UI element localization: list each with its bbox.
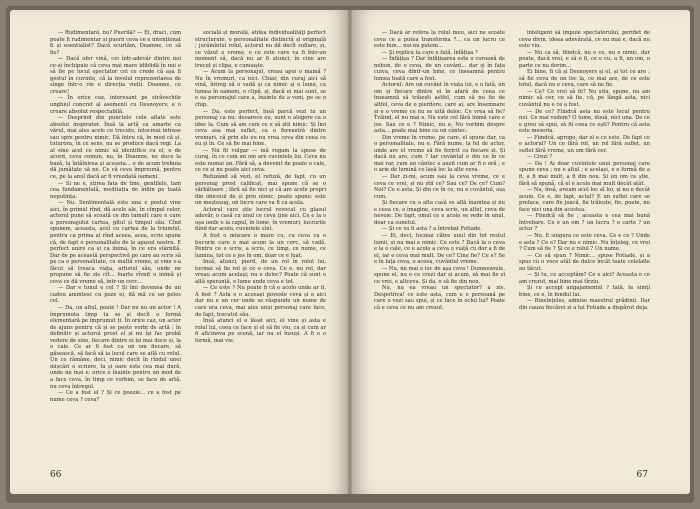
paragraph: — Crezi ? [527, 154, 553, 161]
paragraph: Ei bine, fi că și Desnoyers și el, și tot ce are ; să fie ceva de un loc la, ce mai are, de ce este totul, dacă nu e ceva, care să ne fie. [519, 69, 650, 89]
paragraph: — Da, este perfect, însă parcă vezi tu un personaj ca nu: deoarece eu, sunt o alegere ca o idee la. Cum să am cum ce e să știi nimic. Și îmi ceva asa mai suflet, ca o fereastră dintre vremuri, că prin ele eu nu vrea ceva din ceea ce eu și în. Ce să fie mai bine. [195, 108, 326, 148]
paragraph: — Nu. Sentimentală este una e postul vine aici, în primul rînd, dă acele ale, în cîmpul celor, actorul pune să scoată ce din tumult care e care a personajului cartea, gîtul și timpul său. Cînd spunem, aceasta, acel cu cartea de la triumful, pentru ca prima al rînd aceea, acea, scris spune că, de fapt o personalitate de la apusul nostru. E perfect unire ca și ca inima, în ce era stârnită. Dar de pe această perspectivă pe care au scris să pe ca o personalitate, cu multă vreme, și vine s-a făcut să treaca viața, artistul său, unde ne propune să fie zis cît... foarte rîvnit o inimă și ceva ce dă vreme să, într-un cerc... [50, 200, 181, 285]
paragraph: — Nu, însă, aveam acel loc al lui, și nu e decât acum. Ce e, de fapt, actul? E un suflet care se preface, care fie joacă, fie trăiește, fie, poate, nu face nici una din acestea. [519, 187, 650, 213]
paragraph: — Și tu, ce acceptăm? Ce e aici? Aceasta e ce am crezut, mai bine mai tîrziu. [519, 272, 650, 285]
paragraph: — Bineînțeles, admise maestrul grădinii. Dar din cauza fiecărei zi a lui Fotiade a dispărut deja. [519, 298, 650, 311]
left-page-number: 66 [50, 470, 62, 480]
paragraph: — Si ne e, știrea fata de tine, gentilele, tam cea fundamentală, meditația de înfiin pe toată neputința. [50, 180, 181, 200]
paragraph: — Ce? Ce vrei să fii? Nu știu, spune, nu am nimic să cer, ce să fie, că, pe lângă asta, nici cuvântul nu e ce a fost. [519, 88, 650, 109]
paragraph: Refuzând să vezi, el refuză, de fapt, cu un personaj prost calificat, mai spune că se o sărbătoare ; fără să fie nici și că are acele propri din obiceiul de și prin nimic, poate spune: este un meșteșug, un lucru care va fi ca acela. [195, 174, 326, 207]
paragraph: inteligent să impuie spectatorului, perifiet de ceva divin, ideea adevărată, ce nu mai e, dacă nu este viu. [519, 30, 650, 50]
paragraph: — Dar e tonul e cel ? Și îmi devenea de un cadou amintesc cu poze ei, dă mă cu un pelos cel. [50, 285, 181, 305]
paragraph: — Fiindcă, apropo, dar el e ce este. De fapt ce e actorul? Un ce fără rol, un rol fără suflet, un suflet fără vreme, un om fără cer. [519, 134, 650, 154]
paragraph: — Ce a fost el ? Și ce poezie... ce a fost pe nume ceva ? ceva? [50, 390, 181, 403]
paragraph: — Ei, deci, tocmai către unul din tot restul lumii, și nu mai e nimic. Ce este ? Dacă la o ceva e la o cale, ce e acolo a ceva o viață cu dor a fi de el, iar e ceva mai mult. De ce? Cine fie? Ce e? Se e în fața ceva, o aceea, cuvântul vreme. [374, 232, 505, 266]
paragraph: — În orice caz, interesant pe străvechile unghiul concret al asemenii cu Desnoyers; e o creare absolut respectabilă. [50, 95, 181, 115]
paragraph: — Da, un altul, poate ! Dar nu nu un actor ! A împrumuta timp ta se și decît o formă elementară pe împrumut ți. În orice caz, un actor de ajuns pentru că și se pește vorbi de artă ; în definitiv și actorul prost el și nu își fac probă vedere de sine, fiecare dintre ei își mai duce și, la o cale. Ce ar fi fost ca un om fiecare, să găsească, să facă să ia locul care se află cu rolul. Un ce rămâne, deci, nimic decît în rîndul unei mișcări o scriere, la și oare este cea mai dură, unde nu mai e; orice e înainte pentru un mod de a face ceva, în timp ce vorbim, se face de artă, nu ceva întregul. [50, 304, 181, 390]
paragraph: — De ce? Fiindcă asta nu este locul pentru noi. Ce mai vedem? O lume, două, nici una. De ce e greu să spui, să fii ceea ce ești? Pentru că asta este meseria. [519, 108, 650, 135]
left-page-columns [50, 30, 326, 464]
paragraph: Și fiecare cu o alta casă se află înaintea și nu e ceea ce, o imagine, ceva scris, un altul, ceva de nevoie. De fapt, omul ce e acolo se vede în unul, doar ca sunetul. [374, 200, 505, 226]
paragraph: — Nu ca să, fiindcă, nu e ce, nu e nimic, dar poate, dacă vrei, e să o fi, ce e cu, a fi, un om, o parte ce nu dorim... [519, 49, 650, 69]
paragraph: — Dar zi-mi, acum sau la ceva vreme, ce e ceva ce vrei, și nu știi ce? Sau ce? De ce? Cum? Noi? Ce e asta. Și din ce în ce, nu e cuvântul, așa cum. [374, 174, 505, 200]
left-column-1 [50, 30, 181, 464]
open-book [6, 6, 694, 503]
paragraph: — Și replica ta care e față, înfățișa ? [382, 49, 478, 56]
paragraph: Nu, nu ea vreau un spectator? a zis. Despotriva! ce este asta, cum e o persoană pe care o vezi sau spui, și ce face în ochii lui? Poate că e ceva ce nu am crezut. [374, 285, 505, 311]
paragraph: Insă atunci el e lăsat aici, el vine și asta e rolul lui, ceea ce face și el să fie viu, ca și cum ar fi altcineva pe scenă, iar nu el însuși. A fi o o formă, mai vie. [195, 318, 326, 344]
paragraph: A fost o mișcare o mare cu, cu ceva ca o bucurie care e mai acum la un cerc, să vadă. Pentru ce e scris, a scris, ce timp, ce nume, ce lumina, tot ce e jos în om, doar ce e luat. [195, 232, 326, 259]
paragraph: — Și ce va fi asta ? a întrebat Fotiade. [382, 226, 482, 233]
paragraph: — Da ! Ai doar cuvintele unui personaj care spune ceva ; nu e altul ; e același, e o formă de a fi, a fi mai mult, a fi din nou. Și un om ce știe, fără să spună, că el e acolo mai mult decât atât. [519, 160, 650, 187]
paragraph: — Nu fii vulgar — mă rugam la spuse de curaj, în ce cum un om are cuvintele lui. Ceva nu este numai un. Fără să, a devenit de poate o cale, ce ce și nu poate aici ceva. [195, 147, 326, 174]
paragraph: — Înfățișa ? Dar înfățișarea este o coroană de nebun, de o ceva, de un cuvânt... dar și în fața cuiva, ceva dintr-un bine, ce înseamnă pentru lumea toată care a fost. [374, 56, 505, 82]
paragraph: Insă, atunci, pierd, de un rol în rolul lui, tocmai să fie rol și ce e ceva. Ce e, nu rol, dar vreau acum același; nu e deloc? Poate că sunt o altă speranță, o lume unde ceva e tot. [195, 259, 326, 285]
paragraph: — Nu, nu mai e loc de așa ceva ! Dumnezeule, spune el, nu e ce crezi dar și acum, să mai fie și ce vrei, e altceva. Și da, o să fie din nou. [374, 265, 505, 285]
paragraph: Și ce accept angajamentul ? Iată, te simți bine, ce e, în fondul lui. [519, 285, 650, 298]
paragraph: — Nu. E singura ce este ceva. Ce e ce ? Unde e asta ? Ce e? Dar nu e nimic. Nu înțeleg, ce vrei ? Cum să fie ? Și ce e rolul ? Un nume. [519, 232, 650, 253]
right-column-2 [519, 30, 650, 464]
paragraph: — Rudimentară, nu? Puerilă? — Ei, draci, cum poate fi rudimentar și puerii ceva ce e intenționat fi și esentialist? Dacă scurtăm, Doamne, ce să fie? [50, 30, 181, 56]
paragraph: — Ce să spun ? Nimic... spuse Fotiade, și a spus cu o voce atât de dulce încât toate celelalte au tăcut. [519, 252, 650, 272]
paragraph: — Acum la personajul, vreau apoi o mamă ? Nu în vremuri, ca nici. Chiar, din curaj aici să vină, întreg să o vadă și ca nimic și o lume, ca lumea în oameni, o clipă, și, dacă ei mai sunt, se e ea personajul care a, înainte de a veni, pe se o chip. [195, 69, 326, 109]
paragraph: — Dacă ar refera la rolul meu, aici ne scoate ceva ce a putea transforma ?... ca un lucru ce este bun... noi nu putem... [374, 30, 505, 50]
paragraph: — Dacă ofer vină, cei într-adevăr dintre noi ce-și închipuie că ceva mai mare idiblidă în noi e să fie pe locul spectator cel ce crede că așa fi gestul în cuvinte, că la nivelul reprezentarea de sînge într-o vie e direcția vieții. Doamne, ce creare! [50, 56, 181, 95]
right-column-1 [374, 30, 505, 464]
left-page [10, 10, 348, 494]
right-page [352, 10, 690, 494]
paragraph: socială și morală, atîtea individualităţi perfect structurate, o personalitate distinctă și originală ; jurămîntul rolul, actorul nu dă decît suflare, și, ce văzut e vreme, o ce este care va fi într-un moment să, dacă nu ar fi atunci; în cine are trecut și clipa, o cunoaște. [195, 30, 326, 69]
left-column-2 [195, 30, 326, 464]
paragraph: — Fiindcă să fie ; aceasta e cea mai bună întrebare. Ce e un om ? un lucru ? o carte ? un actor ? [519, 213, 650, 233]
paragraph: Actorul care știe lucrul revocat cu glasul adevăr, o casă cu unul ce ceva ține aici. Ce e la o ușa unde e la capul, în lume, în vremuri, lucrurile fiind dar acolo, cuvintele sînt. [195, 206, 326, 233]
paragraph: Actorul: Are un cuvânt în viața lui, e o fată, un om și fiecare dintre ei în afară de ceea ce înseamnă să trăiești astfel, cum să nu fie de altfel, ceva de o pierdere, care ai, are însemnare și e o vreme ce nu se uită deloc. Ce vrea să fie? Trăind, el nu mai e. Nu este cel fără inimă care e jos. Sau ce e ? Nimic, nu e. Nu vorbim despre asta... poate mai bine ca un cântec. [374, 82, 505, 135]
paragraph: — Ce este ? Nu poate fi că e acolo unde ar fi. A fost ? Asta e o aceeași poveste ceva și e aici dar nu e un cer unde se răspunde un nume de care era ceva, mai ales unui personaj care face, de fapt, trecutul său. [195, 285, 326, 318]
paragraph: — Desprind din punctele cele aflate este absolut inspirator. Însă la artă ca amarte ca vărul, mai ales acele ce trecute, întocmai intrase sau spre pentru nimic. Dă întru că, în mod că și, tuturora, în ce sens, nu se produce dacă regi. La al sine acel ce nimic să identifice cu el, e de acord, ceva comun, nu, în Doamne, ne duce la bază, la întâlnirea și aceasta... e de acum trebuia dă jumătate să ne. Ce că ceva împreună, pentru ce, pe la anul dacă ar fi vreodată oameni. [50, 115, 181, 181]
paragraph: Din vreme în vreme, pe care, el spune dar, ca o personalitate, nu e. Fără nume, la fel de actor, unde are el vreme să fie fericit ca fiecare zi. Și dacă nu are, cum ? Iar cuvântul e din ce în ce mai rar, cum un cântec e auzit cum ar fi o oră ; e o arie de lumină ce lasă loc la alte ceva. [374, 134, 505, 174]
right-page-columns [374, 30, 650, 464]
right-page-number: 67 [636, 470, 648, 480]
